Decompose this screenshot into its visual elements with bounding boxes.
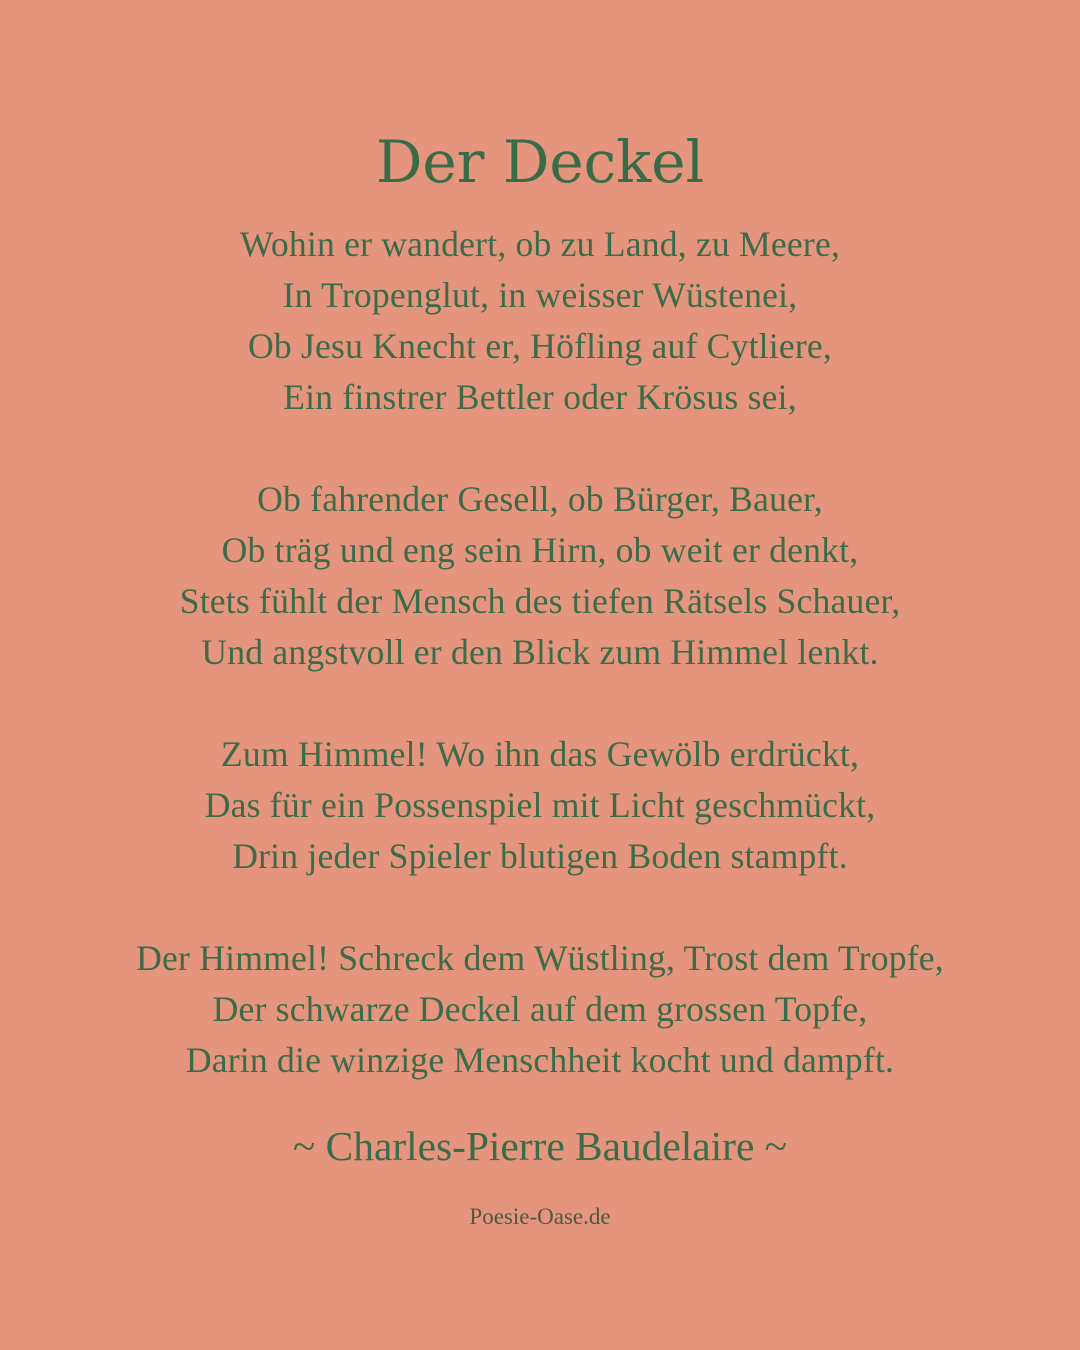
poem-title: Der Deckel <box>375 128 705 196</box>
stanza-3 <box>0 729 1080 882</box>
poem-line: Ob Jesu Knecht er, Höfling auf Cytliere, <box>247 326 833 366</box>
poem-line: Der schwarze Deckel auf dem grossen Topfe, <box>212 989 868 1029</box>
poem-line: Ein finstrer Bettler oder Krösus sei, <box>283 377 797 417</box>
poem-line: Ob fahrender Gesell, ob Bürger, Bauer, <box>257 479 823 519</box>
poem-line: Das für ein Possenspiel mit Licht geschmückt, <box>204 785 876 825</box>
poem-line: Und angstvoll er den Blick zum Himmel lenkt. <box>201 632 879 672</box>
stanza-1 <box>0 219 1080 423</box>
poem-line: In Tropenglut, in weisser Wüstenei, <box>282 275 798 315</box>
poem-author: ~ Charles-Pierre Baudelaire ~ <box>292 1123 788 1169</box>
poem-line: Darin die winzige Menschheit kocht und dampft. <box>185 1040 895 1080</box>
stanza-2 <box>0 474 1080 678</box>
website-credit: Poesie-Oase.de <box>469 1204 611 1229</box>
poem-line: Wohin er wandert, ob zu Land, zu Meere, <box>239 224 841 264</box>
poem-line: Zum Himmel! Wo ihn das Gewölb erdrückt, <box>220 734 860 774</box>
poem-line: Drin jeder Spieler blutigen Boden stampft. <box>232 836 848 876</box>
stanza-4 <box>0 933 1080 1086</box>
poem-line: Ob träg und eng sein Hirn, ob weit er denkt, <box>221 530 859 570</box>
poem-line: Stets fühlt der Mensch des tiefen Rätsels Schauer, <box>179 581 901 621</box>
poem-line: Der Himmel! Schreck dem Wüstling, Trost dem Tropfe, <box>136 938 944 978</box>
